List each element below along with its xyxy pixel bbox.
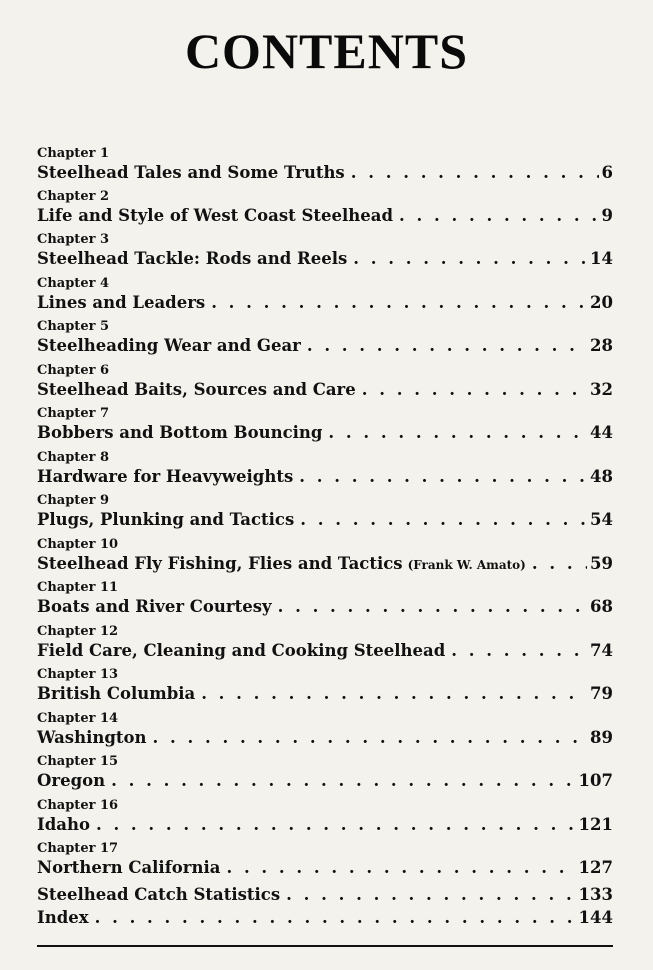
dot-leader: [286, 884, 575, 906]
dot-leader: [278, 596, 587, 618]
toc-entry: [37, 841, 613, 879]
chapter-title: Plugs, Plunking and Tactics: [37, 510, 295, 529]
toc-entry: [37, 798, 613, 836]
page-number: 48: [590, 467, 613, 486]
toc-entry: [37, 537, 613, 575]
section-title: Index: [37, 908, 89, 927]
page-number: 107: [578, 771, 613, 790]
toc-row: [37, 248, 613, 270]
dot-leader: [351, 162, 599, 184]
toc-row: [37, 770, 613, 792]
chapter-title: Bobbers and Bottom Bouncing: [37, 423, 323, 442]
chapter-author-note: (Frank W. Amato): [407, 558, 526, 572]
chapter-title: Lines and Leaders: [37, 293, 206, 312]
chapter-label: Chapter 14: [37, 711, 119, 726]
page-number: 9: [601, 206, 613, 225]
chapter-title: Life and Style of West Coast Steelhead: [37, 206, 394, 225]
chapter-title: British Columbia: [37, 684, 196, 703]
dot-leader: [362, 379, 587, 401]
page-number: 28: [590, 336, 613, 355]
toc-row: [37, 857, 613, 879]
toc-row: [37, 640, 613, 662]
toc-row: [37, 596, 613, 618]
chapter-title: Steelhead Fly Fishing, Flies and Tactics: [37, 554, 403, 573]
chapter-label: Chapter 9: [37, 493, 110, 508]
chapter-title: Steelheading Wear and Gear: [37, 336, 301, 355]
chapter-label: Chapter 6: [37, 363, 110, 378]
dot-leader: [307, 335, 587, 357]
toc-row: [37, 907, 613, 929]
chapter-title: Idaho: [37, 815, 90, 834]
chapter-label: Chapter 1: [37, 146, 110, 161]
toc-extra-entry: [37, 884, 613, 906]
chapter-label: Chapter 10: [37, 537, 119, 552]
chapter-label: Chapter 8: [37, 450, 110, 465]
chapter-title: Steelhead Tackle: Rods and Reels: [37, 249, 348, 268]
page-number: 6: [601, 163, 613, 182]
toc-row: [37, 683, 613, 705]
page-number: 59: [590, 554, 613, 573]
dot-leader: [226, 857, 575, 879]
chapter-label: Chapter 15: [37, 754, 119, 769]
toc-row: [37, 335, 613, 357]
dot-leader: [95, 907, 576, 929]
page-number: 68: [590, 597, 613, 616]
page-number: 14: [590, 249, 613, 268]
toc-row: [37, 814, 613, 836]
toc-entry: [37, 406, 613, 444]
page-title: CONTENTS: [184, 23, 469, 79]
chapter-label: Chapter 16: [37, 798, 119, 813]
dot-leader: [300, 509, 587, 531]
toc-entry: [37, 189, 613, 227]
dot-leader: [451, 640, 587, 662]
page-number: 74: [590, 641, 613, 660]
bottom-divider: [37, 945, 613, 947]
toc-extra-entry: [37, 907, 613, 929]
page-number: 89: [590, 728, 613, 747]
dot-leader: [299, 466, 587, 488]
page-number: 133: [578, 885, 613, 904]
toc-row: [37, 422, 613, 444]
dot-leader: [153, 727, 588, 749]
chapter-title: Steelhead Baits, Sources and Care: [37, 380, 356, 399]
toc-row: [37, 884, 613, 906]
page-number: 54: [590, 510, 613, 529]
chapter-title: Oregon: [37, 771, 106, 790]
toc-entry: [37, 276, 613, 314]
page-number: 20: [590, 293, 613, 312]
dot-leader: [532, 553, 587, 575]
toc-row: [37, 466, 613, 488]
chapter-label: Chapter 5: [37, 319, 110, 334]
chapter-label: Chapter 3: [37, 232, 110, 247]
toc-row: [37, 553, 613, 575]
toc-row: [37, 509, 613, 531]
toc-row: [37, 205, 613, 227]
toc-entry: [37, 363, 613, 401]
toc-entry: [37, 319, 613, 357]
toc-entry: [37, 624, 613, 662]
chapter-title: Hardware for Heavyweights: [37, 467, 294, 486]
chapter-title: Field Care, Cleaning and Cooking Steelhead: [37, 641, 446, 660]
toc-entry: [37, 580, 613, 618]
toc-entry: [37, 146, 613, 184]
page-number: 121: [578, 815, 613, 834]
dot-leader: [96, 814, 576, 836]
chapter-label: Chapter 2: [37, 189, 110, 204]
chapter-label: Chapter 17: [37, 841, 119, 856]
section-title: Steelhead Catch Statistics: [37, 885, 281, 904]
dot-leader: [111, 770, 575, 792]
dot-leader: [353, 248, 587, 270]
toc-row: [37, 379, 613, 401]
toc-entry: [37, 493, 613, 531]
toc-row: [37, 162, 613, 184]
toc-entry: [37, 667, 613, 705]
page-number: 79: [590, 684, 613, 703]
toc-entry: [37, 450, 613, 488]
toc-row: [37, 727, 613, 749]
dot-leader: [201, 683, 587, 705]
chapter-title: Washington: [37, 728, 147, 747]
chapter-title: Steelhead Tales and Some Truths: [37, 163, 345, 182]
toc-entry: [37, 754, 613, 792]
toc-entry: [37, 711, 613, 749]
chapter-label: Chapter 13: [37, 667, 119, 682]
chapter-label: Chapter 4: [37, 276, 110, 291]
page-number: 44: [590, 423, 613, 442]
chapter-label: Chapter 7: [37, 406, 110, 421]
page-number: 144: [578, 908, 613, 927]
dot-leader: [328, 422, 587, 444]
chapter-title: Northern California: [37, 858, 221, 877]
chapter-title: Boats and River Courtesy: [37, 597, 272, 616]
toc-row: [37, 292, 613, 314]
chapter-label: Chapter 11: [37, 580, 119, 595]
dot-leader: [399, 205, 599, 227]
page-number: 32: [590, 380, 613, 399]
page-number: 127: [578, 858, 613, 877]
dot-leader: [211, 292, 587, 314]
chapter-label: Chapter 12: [37, 624, 119, 639]
toc-entry: [37, 232, 613, 270]
